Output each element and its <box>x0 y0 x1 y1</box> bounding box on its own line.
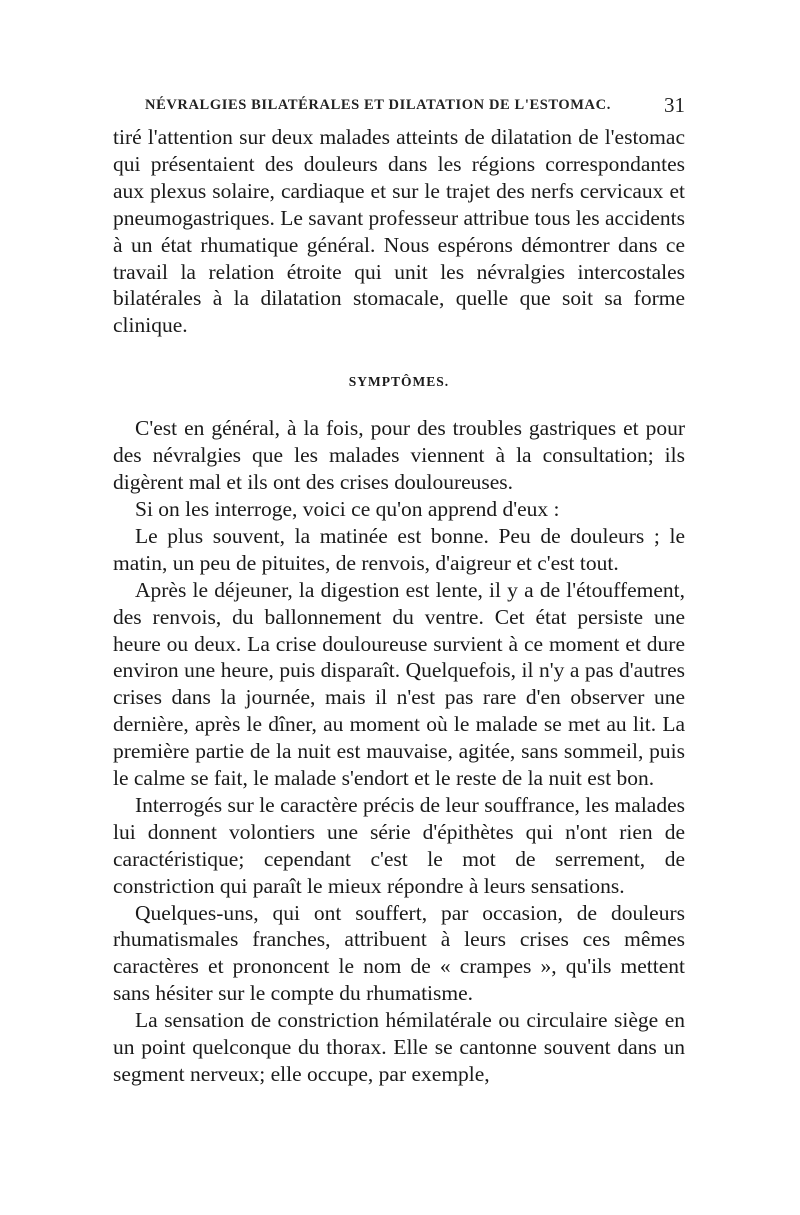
paragraph: Le plus souvent, la matinée est bonne. Peu de douleurs ; le matin, un peu de pituites, de renvois, d'aigreur et c'est tout. <box>113 523 685 575</box>
page-number: 31 <box>664 93 685 117</box>
paragraph: Quelques-uns, qui ont souffert, par occasion, de douleurs rhumatismales franches, attribuent à leurs crises ces mêmes caractères et prononcent le nom de « crampes », qu'ils mettent sans hésiter sur le compte du rhumatisme. <box>113 900 685 1006</box>
paragraph: Interrogés sur le caractère précis de leur souffrance, les malades lui donnent volontiers une série d'épithètes qui n'ont rien de caractéristique; cependant c'est le mot de serrement, de constriction qui paraît le mieux répondre à leurs sensations. <box>113 792 685 898</box>
page-body <box>113 124 685 1088</box>
paragraph: Si on les interroge, voici ce qu'on apprend d'eux : <box>135 496 560 521</box>
running-header <box>145 93 685 117</box>
paragraph: C'est en général, à la fois, pour des troubles gastriques et pour des névralgies que les malades viennent à la consultation; ils digèrent mal et ils ont des crises douloureuses. <box>113 416 685 495</box>
running-title: NÉVRALGIES BILATÉRALES ET DILATATION DE L'ESTOMAC. <box>145 97 611 113</box>
paragraph: Après le déjeuner, la digestion est lente, il y a de l'étouffement, des renvois, du ballonnement du ventre. Cet état persiste une heure ou deux. La crise douloureuse survient à ce moment et dure environ une heure, puis disparaît. Quelquefois, il n'y a pas d'autres crises dans la journée, mais il n'est pas rare d'en observer une dernière, après le dîner, au moment où le malade se met au lit. La première partie de la nuit est mauvaise, agitée, sans sommeil, puis le calme se fait, le malade s'endort et le reste de la nuit est bon. <box>113 577 685 791</box>
section-heading: SYMPTÔMES. <box>348 374 450 390</box>
paragraph: La sensation de constriction hémilatérale ou circulaire siège en un point quelconque du thorax. Elle se cantonne souvent dans un segment nerveux; elle occupe, par exemple, <box>113 1008 685 1086</box>
paragraph-continued: tiré l'attention sur deux malades atteints de dilatation de l'estomac qui présentaient des douleurs dans les régions correspondantes aux plexus solaire, cardiaque et sur le trajet des nerfs cervicaux et pneumogastriques. Le savant professeur attribue tous les accidents à un état rhumatique général. Nous espérons démontrer dans ce travail la relation étroite qui unit les névralgies intercostales bilatérales à la dilatation stomacale, quelle que soit sa forme clinique. <box>113 125 685 338</box>
